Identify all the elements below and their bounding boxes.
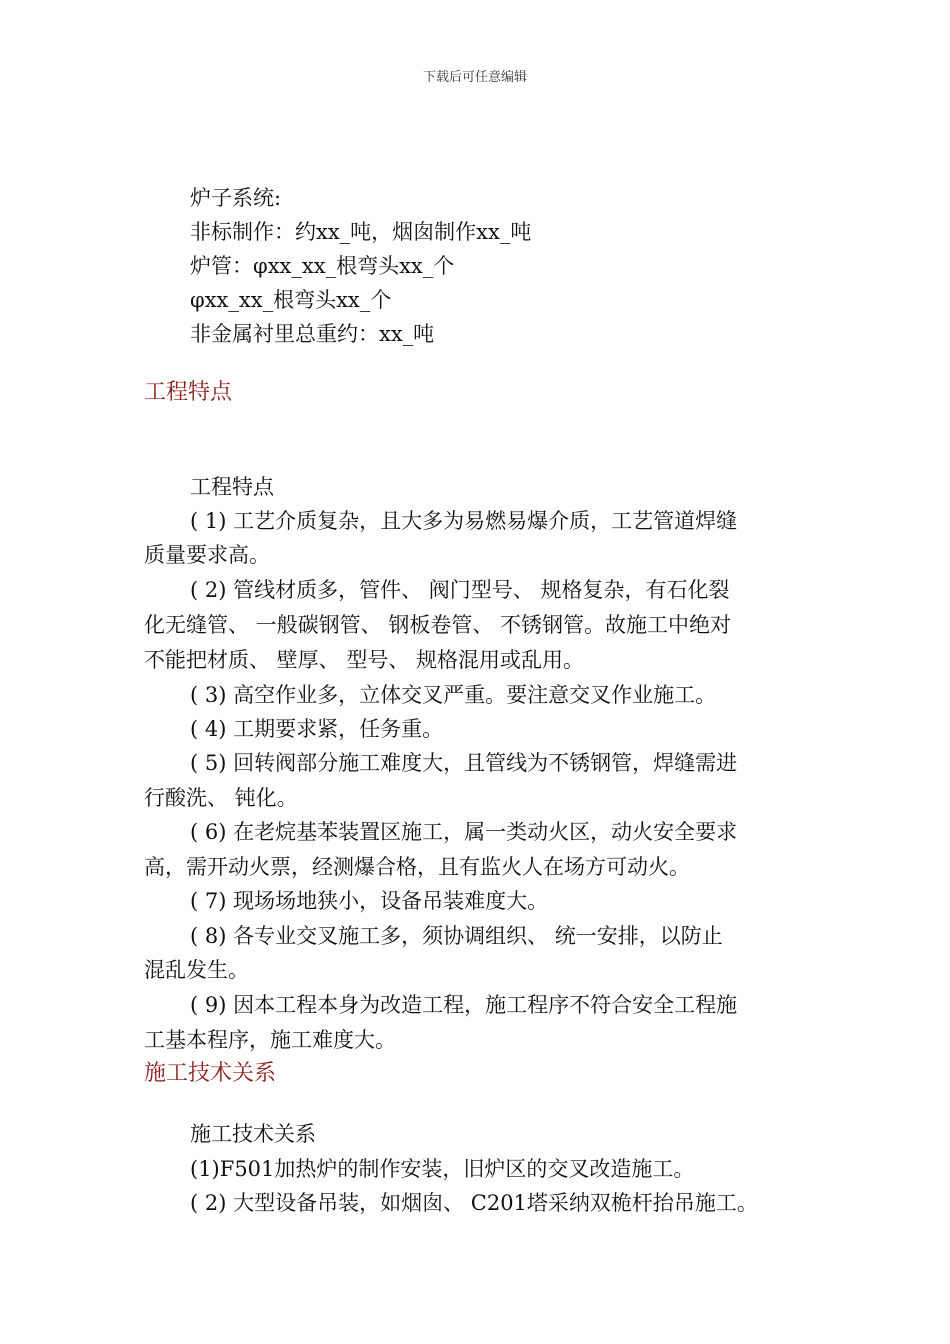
feature-line: 高，需开动火票，经测爆合格，且有监火人在场方可动火。 bbox=[144, 855, 690, 879]
section-subtitle: 施工技术关系 bbox=[190, 1122, 316, 1146]
feature-line: ( 8) 各专业交叉施工多，须协调组织、 统一安排，以防止 bbox=[190, 924, 723, 948]
feature-line: ( 2) 管线材质多，管件、 阀门型号、 规格复杂，有石化裂 bbox=[190, 578, 730, 602]
feature-line: 化无缝管、 一般碳钢管、 钢板卷管、 不锈钢管。故施工中绝对 bbox=[144, 613, 732, 637]
intro-line: φxx_xx_根弯头xx_个 bbox=[190, 288, 392, 312]
feature-line: ( 7) 现场场地狭小，设备吊装难度大。 bbox=[190, 889, 549, 913]
page-header: 下载后可任意编辑 bbox=[422, 70, 527, 85]
section-heading-features: 工程特点 bbox=[144, 380, 233, 405]
feature-line: ( 9) 因本工程本身为改造工程，施工程序不符合安全工程施 bbox=[190, 993, 738, 1017]
feature-line: 质量要求高。 bbox=[144, 543, 270, 567]
feature-line: 不能把材质、 壁厚、 型号、 规格混用或乱用。 bbox=[144, 648, 585, 672]
feature-line: ( 4) 工期要求紧，任务重。 bbox=[190, 717, 444, 741]
intro-line: 炉子系统: bbox=[190, 186, 282, 210]
feature-line: ( 1) 工艺介质复杂，且大多为易燃易爆介质，工艺管道焊缝 bbox=[190, 509, 738, 533]
feature-line: 行酸洗、 钝化。 bbox=[144, 786, 298, 810]
intro-line: 炉管：φxx_xx_根弯头xx_个 bbox=[190, 254, 455, 278]
feature-line: 混乱发生。 bbox=[144, 958, 249, 982]
intro-line: 非标制作：约xx_吨，烟囱制作xx_吨 bbox=[190, 220, 532, 244]
feature-line: 工基本程序，施工难度大。 bbox=[144, 1028, 396, 1052]
feature-line: ( 3) 高空作业多，立体交叉严重。要注意交叉作业施工。 bbox=[190, 683, 717, 707]
relation-line: (1)F501加热炉的制作安装，旧炉区的交叉改造施工。 bbox=[190, 1157, 695, 1181]
section-subtitle: 工程特点 bbox=[190, 475, 274, 499]
relation-line: ( 2) 大型设备吊装，如烟囱、 C201塔采纳双桅杆抬吊施工。 bbox=[190, 1191, 758, 1215]
section-heading-relations: 施工技术关系 bbox=[144, 1061, 277, 1086]
intro-line: 非金属衬里总重约：xx_吨 bbox=[190, 322, 435, 346]
feature-line: ( 5) 回转阀部分施工难度大，且管线为不锈钢管，焊缝需进 bbox=[190, 751, 738, 775]
feature-line: ( 6) 在老烷基苯装置区施工，属一类动火区，动火安全要求 bbox=[190, 820, 738, 844]
